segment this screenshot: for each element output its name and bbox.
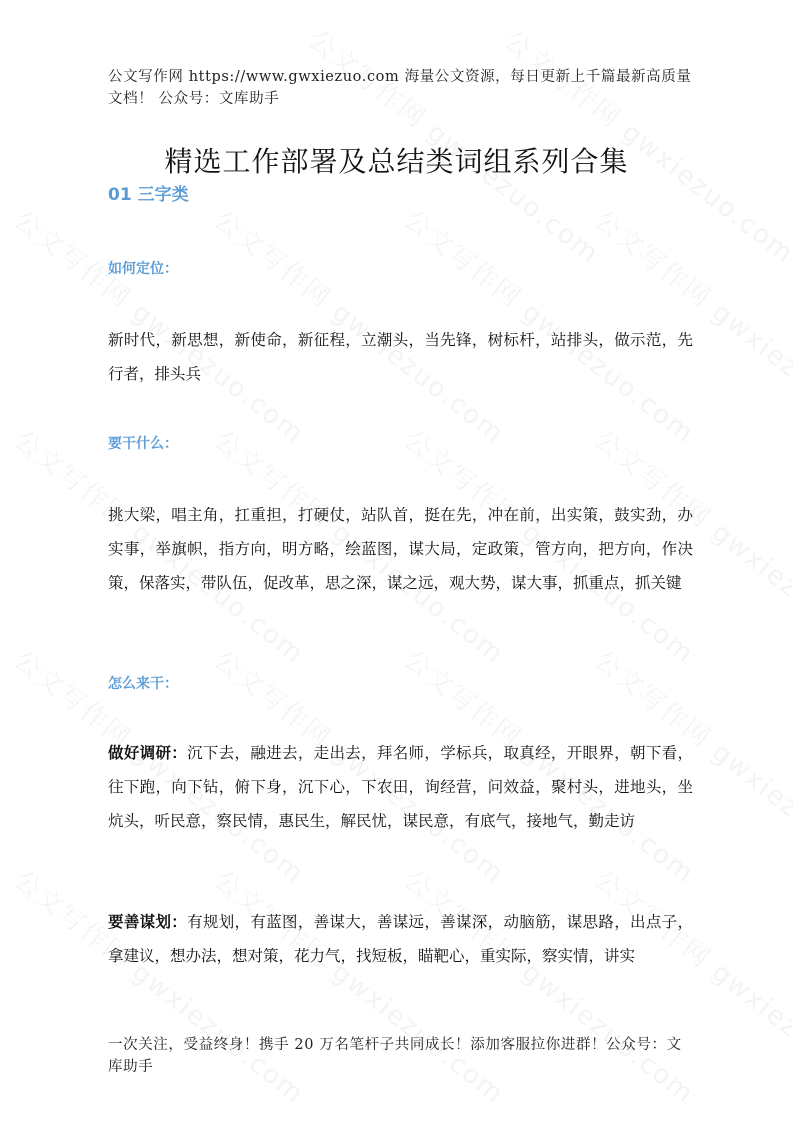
- page-header: 公文写作网 https://www.gwxiezuo.com 海量公文资源，每日更新上千篇最新高质量文档！ 公众号：文库助手: [108, 69, 692, 107]
- paragraph-lead: 要善谋划：: [108, 912, 188, 931]
- document-title: 精选工作部署及总结类词组系列合集: [164, 145, 629, 178]
- paragraph-lead: 做好调研：: [108, 743, 188, 762]
- paragraph-text: 新时代，新思想，新使命，新征程，立潮头，当先锋，树标杆，站排头，做示范，先行者，排头兵: [108, 331, 693, 383]
- paragraph-positioning: [108, 323, 693, 391]
- paragraph-research: [108, 736, 693, 838]
- subheading-how-to-do: 怎么来干：: [108, 676, 178, 692]
- paragraph-text: 有规划，有蓝图，善谋大，善谋远，善谋深，动脑筋，谋思路，出点子，拿建议，想办法，想对策，花力气，找短板，瞄靶心，重实际，察实情，讲实: [108, 913, 693, 965]
- paragraph-text: 挑大梁，唱主角，扛重担，打硬仗，站队首，挺在先，冲在前，出实策，鼓实劲，办实事，举旗帜，指方向，明方略，绘蓝图，谋大局，定政策，管方向，把方向，作决策，保落实，带队伍，促改革，思之深，谋之远，观大势，谋大事，抓重点，抓关键: [108, 506, 693, 592]
- page-footer: 一次关注，受益终身！携手 20 万名笔杆子共同成长！添加客服拉你进群！公众号：文库助手: [108, 1037, 682, 1075]
- paragraph-text: 沉下去，融进去，走出去，拜名师，学标兵，取真经，开眼界，朝下看，往下跑，向下钻，俯下身，沉下心，下农田，询经营，问效益，聚村头，进地头，坐炕头，听民意，察民情，惠民生，解民忧，谋民意，有底气，接地气，勤走访: [108, 744, 693, 830]
- paragraph-what-to-do: [108, 498, 693, 600]
- paragraph-planning: [108, 905, 693, 973]
- subheading-positioning: 如何定位：: [108, 261, 178, 277]
- section-heading: 01 三字类: [108, 185, 189, 205]
- subheading-what-to-do: 要干什么：: [108, 436, 178, 452]
